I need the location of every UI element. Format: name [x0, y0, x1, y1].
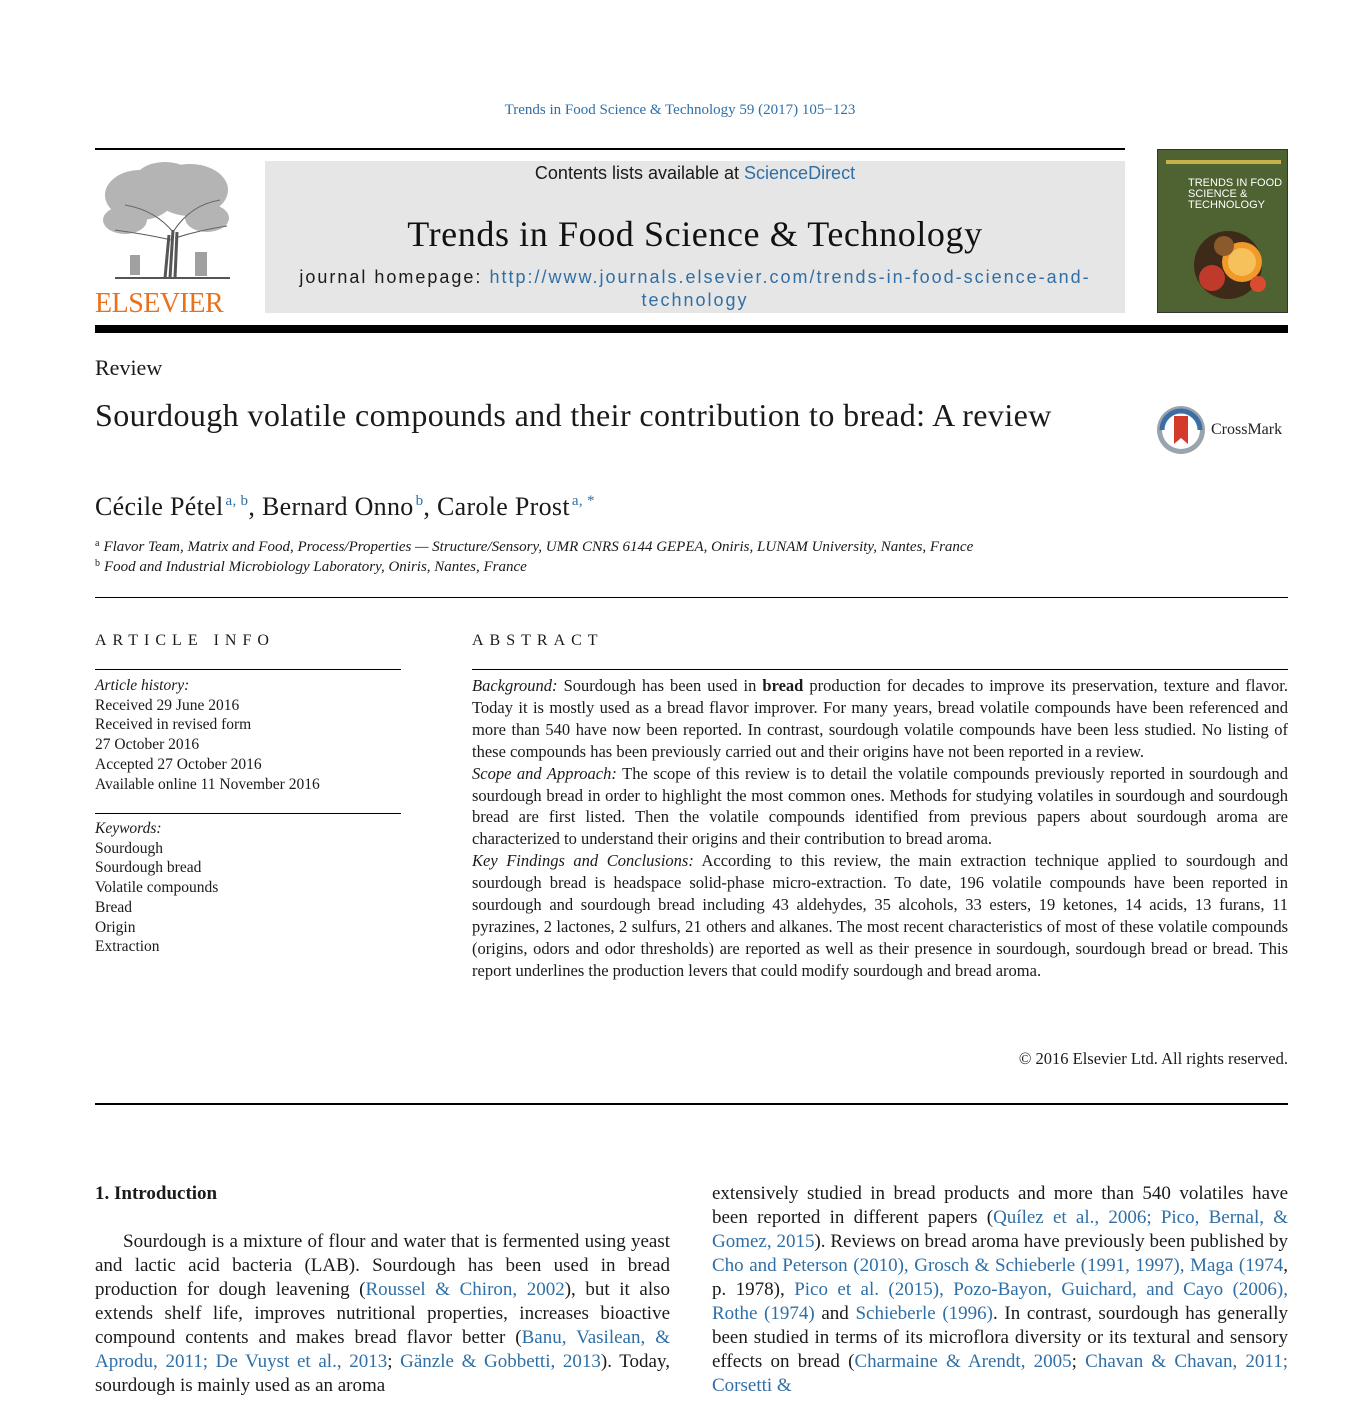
header-bottom-rule: [95, 325, 1288, 333]
history-entry: Accepted 27 October 2016: [95, 755, 262, 773]
history-entry: 27 October 2016: [95, 736, 200, 754]
body-text: . In contrast, sourdough has generally been studied in terms of its microflora diversity or its textural and sensory effects on bread (: [712, 1303, 1288, 1372]
body-text: extensively studied in bread products and more than 540 volatiles have been reported in different papers (: [712, 1183, 1288, 1228]
abstract-bold-term: bread: [762, 676, 804, 695]
abstract-section-label: Background:: [472, 676, 558, 695]
section-heading-introduction: 1. Introduction: [95, 1183, 218, 1204]
abstract-scope: [472, 763, 1288, 851]
abstract-findings: [472, 850, 1288, 981]
article-title: Sourdough volatile compounds and their contribution to bread: A review: [95, 397, 1052, 433]
sciencedirect-link[interactable]: ScienceDirect: [744, 163, 856, 183]
cover-title: TRENDS IN FOOD SCIENCE & TECHNOLOGY: [1188, 177, 1283, 211]
article-type: Review: [95, 355, 163, 380]
author-name[interactable]: Bernard Onno: [261, 492, 414, 521]
citation-link[interactable]: Chavan & Chavan, 2011; Corsetti &: [712, 1351, 1288, 1396]
body-text: ;: [1071, 1351, 1086, 1372]
affiliation-text: Food and Industrial Microbiology Laboratory, Oniris, Nantes, France: [104, 559, 527, 575]
keyword: Extraction: [95, 938, 160, 956]
crossmark-badge[interactable]: [1155, 404, 1295, 456]
keywords-label: Keywords:: [95, 820, 162, 837]
keyword: Sourdough bread: [95, 859, 202, 877]
keyword: Origin: [95, 918, 136, 936]
article-info-rule: [95, 813, 401, 814]
journal-title: Trends in Food Science & Technology: [407, 214, 983, 254]
affiliation-text: Flavor Team, Matrix and Food, Process/Properties — Structure/Sensory, UMR CNRS 6144 GEPEA, Oniris, LUNAM University, Nantes, France: [103, 539, 974, 555]
body-text: Sourdough is a mixture of flour and water that is fermented using yeast and lactic acid bacteria (LAB). Sourdough has been used in bread production for dough leavening (: [95, 1231, 670, 1300]
citation-link[interactable]: Pico et al. (2015), Pozo-Bayon, Guichard, and Cayo (2006), Rothe (1974): [712, 1279, 1289, 1324]
body-text: ;: [387, 1351, 401, 1372]
article-info-rule: [95, 669, 401, 670]
body-text: ). Today, sourdough is mainly used as an aroma: [95, 1351, 670, 1396]
intro-paragraph: [712, 1182, 1288, 1398]
article-info-heading: ARTICLE INFO: [95, 632, 275, 649]
history-entry: Received in revised form: [95, 716, 252, 734]
intro-column-left: [95, 1230, 670, 1398]
affiliation-key: a: [95, 538, 100, 549]
history-label: Article history:: [95, 677, 190, 694]
body-text: and: [814, 1303, 856, 1324]
body-text: , p. 1978),: [712, 1255, 1288, 1300]
citation-link[interactable]: Charmaine & Arendt, 2005: [854, 1351, 1072, 1372]
journal-banner: [265, 161, 1125, 313]
body-text: ), but it also extends shelf life, improves nutritional properties, increases bioactive compound contents and makes bread flavor better (: [95, 1279, 671, 1348]
intro-column-right: [712, 1182, 1288, 1398]
cover-art-icon: [1158, 150, 1288, 313]
journal-homepage: [275, 266, 1115, 312]
header-top-rule: [95, 148, 1125, 150]
keyword: Sourdough: [95, 839, 164, 857]
abstract-text: According to this review, the main extraction technique applied to sourdough and sourdough bread is headspace solid-phase micro-extraction. To date, 196 volatile compounds have been reported in sourdough and sourdough bread including 43 aldehydes, 35 alcohols, 33 esters, 19 ketones, 14 acids, 13 furans, 11 pyrazines, 2 lactones, 2 sulfurs, 21 others and alkanes. The most recent characteristics of most of these volatile compounds (origins, odors and odor thresholds) are reported as well as their presence in sourdough, sourdough bread or bread. This report underlines the production levers that could modify sourdough and bread aroma.: [472, 851, 1288, 980]
keyword: Volatile compounds: [95, 879, 219, 897]
citation-link[interactable]: Roussel & Chiron, 2002: [365, 1279, 565, 1300]
abstract-heading: ABSTRACT: [472, 632, 604, 649]
abstract-text: Sourdough has been used in: [557, 676, 763, 695]
contents-prefix: Contents lists available at: [534, 163, 745, 183]
affiliation-key: b: [95, 558, 100, 569]
homepage-link[interactable]: http://www.journals.elsevier.com/trends-in-food-science-and-technology: [489, 267, 1091, 310]
contents-availability: [265, 163, 1125, 184]
abstract-body: [472, 675, 1288, 982]
title-block-rule: [95, 597, 1288, 598]
tree-logo-icon: [95, 160, 235, 280]
affiliation-a: [95, 538, 973, 556]
abstract-text: production for decades to improve its preservation, texture and flavor. Today it is mostly used as a bread flavor improver. For many years, bread volatile compounds have been referenced and more than 540 have now been reported. In contrast, sourdough volatile compounds have been less studied. No listing of these compounds has been previously carried out and their origins have not been reported in a review.: [472, 676, 1288, 761]
abstract-background: [472, 675, 1288, 763]
author-name[interactable]: Cécile Pétel: [95, 492, 224, 521]
journal-cover[interactable]: [1157, 149, 1288, 313]
copyright-notice: © 2016 Elsevier Ltd. All rights reserved.: [1018, 1049, 1288, 1068]
homepage-label: journal homepage:: [299, 267, 490, 287]
abstract-section-label: Scope and Approach:: [472, 763, 617, 783]
citation-link[interactable]: Cho and Peterson (2010), Grosch & Schieberle (1991, 1997), Maga (1974: [712, 1255, 1284, 1276]
body-text: ). Reviews on bread aroma have previously been published by: [814, 1231, 1288, 1252]
author-affiliation-ref[interactable]: a, *: [571, 493, 595, 509]
affiliation-b: [95, 558, 527, 576]
citation-link[interactable]: Schieberle (1996): [855, 1303, 993, 1324]
author-name[interactable]: Carole Prost: [437, 492, 570, 521]
abstract-bottom-rule: [95, 1103, 1288, 1105]
crossmark-label: CrossMark: [1211, 421, 1283, 438]
abstract-text: The scope of this review is to detail the volatile compounds previously reported in sourdough and sourdough bread in order to highlight the most common ones. Methods for studying volatiles in sourdough and sourdough bread are first listed. Then the volatile compounds identified from previous papers about sourdough aroma are characterized to understand their origins and their contribution to bread aroma.: [472, 763, 1288, 849]
citation-link[interactable]: Gänzle & Gobbetti, 2013: [400, 1351, 601, 1372]
history-entry: Received 29 June 2016: [95, 696, 240, 714]
article-history: [95, 676, 320, 794]
history-entry: Available online 11 November 2016: [95, 775, 320, 793]
elsevier-wordmark: ELSEVIER: [95, 288, 224, 319]
author-affiliation-ref[interactable]: a, b: [225, 493, 249, 509]
author-affiliation-ref[interactable]: b: [415, 493, 424, 509]
abstract-rule: [472, 669, 1288, 670]
journal-citation[interactable]: Trends in Food Science & Technology 59 (2017) 105−123: [504, 102, 856, 118]
crossmark-icon: [1155, 404, 1207, 456]
keyword: Bread: [95, 898, 133, 916]
citation-link[interactable]: Banu, Vasilean, & Aprodu, 2011; De Vuyst et al., 2013: [95, 1327, 670, 1372]
abstract-section-label: Key Findings and Conclusions:: [472, 851, 694, 871]
elsevier-logo[interactable]: [95, 160, 235, 320]
intro-paragraph: [95, 1230, 670, 1398]
author-list: Cécile Pétel $^{a, b}$, Bernard Onno $^b$, Carole Prost $^{a, *}$: [95, 492, 595, 521]
keywords: [95, 819, 218, 957]
citation-link[interactable]: Quílez et al., 2006; Pico, Bernal, & Gomez, 2015: [712, 1207, 1289, 1252]
